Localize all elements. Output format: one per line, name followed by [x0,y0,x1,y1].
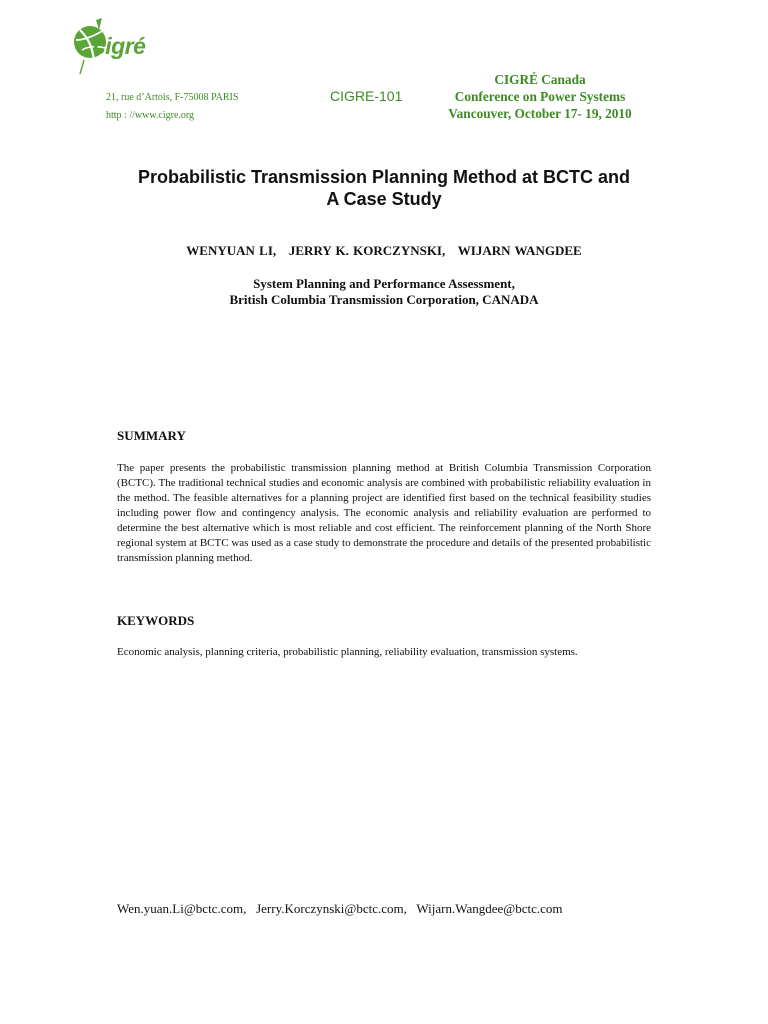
title-line-1: Probabilistic Transmission Planning Method at BCTC and [137,167,631,187]
conference-name: Conference on Power Systems [454,89,626,104]
author-emails: Wen.yuan.Li@bctc.com, Jerry.Korczynski@bctc.com, Wijarn.Wangdee@bctc.com [117,901,563,916]
conference-info [430,71,650,122]
keywords-heading: KEYWORDS [117,613,195,628]
title-line-2: A Case Study [326,189,442,209]
document-number: CIGRE-101 [330,88,403,104]
cigre-logo [66,16,158,78]
summary-heading: SUMMARY [117,428,186,443]
address-line: 21, rue d’Artois, F-75008 PARIS [106,92,239,103]
affiliation-line-2: British Columbia Transmission Corporation, CANADA [229,292,539,307]
author-list: WENYUAN LI, JERRY K. KORCZYNSKI, WIJARN WANGDEE [186,243,582,258]
website-link[interactable]: http : //www.cigre.org [106,110,195,121]
logo-wordmark: cigré [93,33,146,59]
summary-text: The paper presents the probabilistic transmission planning method at British Columbia Transmission Corporation (BCTC). The traditional technical studies and economic analysis are combined with probabilistic reliability evaluation in the method. The feasible alternatives for a planning project are identified first based on the technical feasibility studies including power flow and contingency analysis. The economic analysis and reliability evaluation are performed to determine the best alternative which is most reliable and cost efficient. The reinforcement planning of the North Shore regional system at BCTC was used as a case study to demonstrate the procedure and details of the presented probabilistic transmission planning method. [117,462,651,564]
conference-org: CIGRÉ Canada [494,72,586,87]
affiliation [100,276,668,308]
paper-title [100,166,668,210]
conference-location-date: Vancouver, October 17- 19, 2010 [448,106,632,121]
affiliation-line-1: System Planning and Performance Assessment, [253,276,515,291]
address-block [106,89,238,125]
keywords-text: Economic analysis, planning criteria, probabilistic planning, reliability evaluation, transmission systems. [117,646,578,658]
